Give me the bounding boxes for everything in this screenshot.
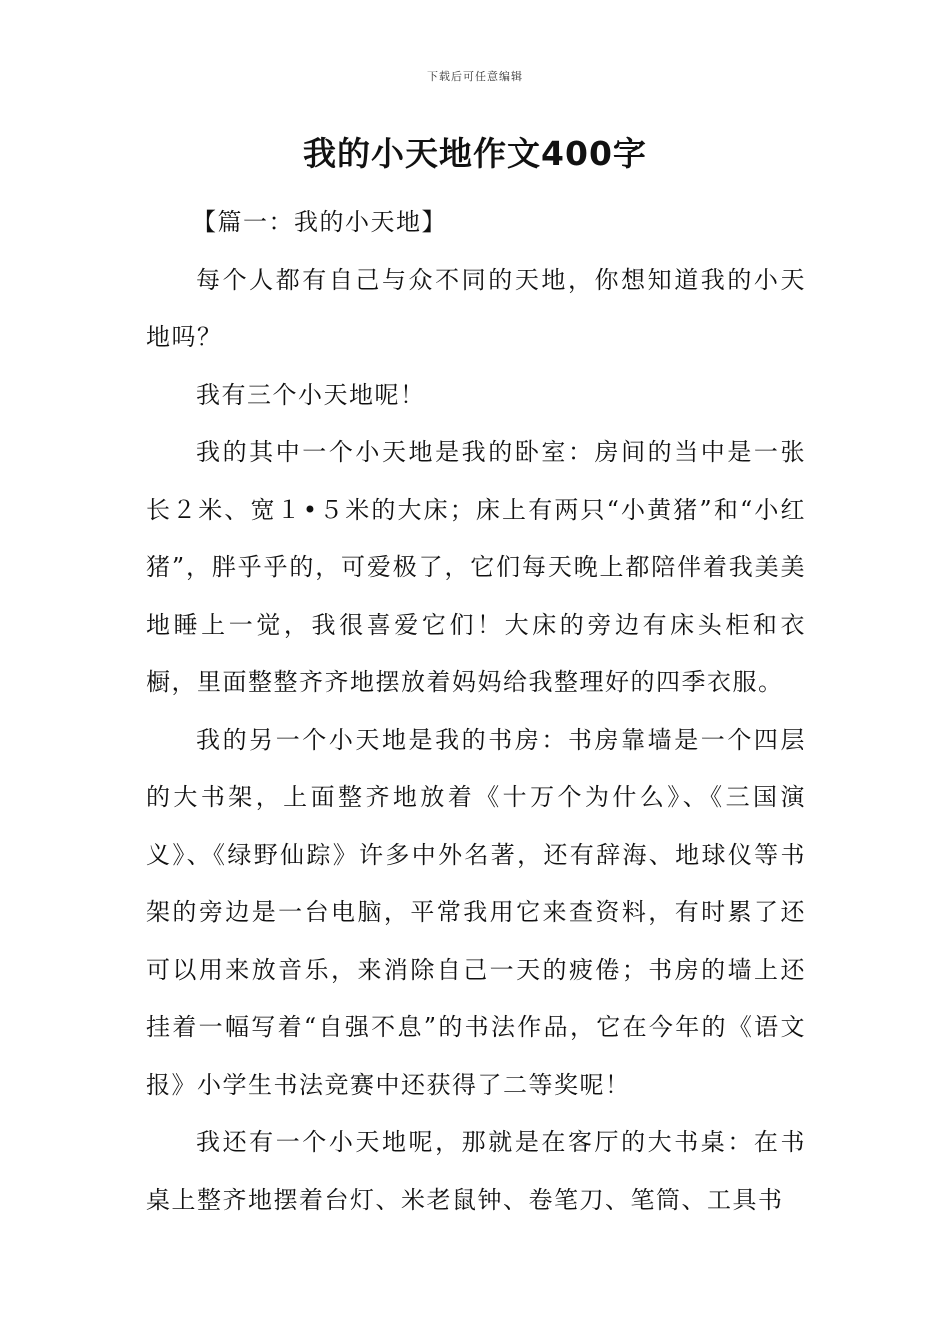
paragraph-2: 我有三个小天地呢！ [196, 380, 426, 409]
section-heading: 【篇一：我的小天地】 [192, 208, 447, 236]
paragraph-1: 每个人都有自己与众不同的天地，你想知道我的小天地吗？ [146, 265, 806, 351]
document-title: 我的小天地作文400字 [303, 134, 647, 173]
paragraph-3: 我的其中一个小天地是我的卧室：房间的当中是一张长２米、宽１•５米的大床；床上有两只“小黄猪”和“小红猪”，胖乎乎的，可爱极了，它们每天晚上都陪伴着我美美地睡上一觉，我很喜爱它们！大床的旁边有床头柜和衣橱，里面整整齐齐地摆放着妈妈给我整理好的四季衣服。 [146, 438, 806, 696]
paragraph-5: 我还有一个小天地呢，那就是在客厅的大书桌：在书桌上整齐地摆着台灯、米老鼠钟、卷笔刀、笔筒、工具书 [146, 1128, 806, 1214]
header-note: 下载后可任意编辑 [427, 70, 523, 83]
document-body [146, 194, 806, 1229]
paragraph-4: 我的另一个小天地是我的书房：书房靠墙是一个四层的大书架，上面整齐地放着《十万个为什么》、《三国演义》、《绿野仙踪》许多中外名著，还有辞海、地球仪等书架的旁边是一台电脑，平常我用它来查资料，有时累了还可以用来放音乐，来消除自己一天的疲倦；书房的墙上还挂着一幅写着“自强不息”的书法作品，它在今年的《语文报》小学生书法竞赛中还获得了二等奖呢！ [146, 725, 806, 1099]
